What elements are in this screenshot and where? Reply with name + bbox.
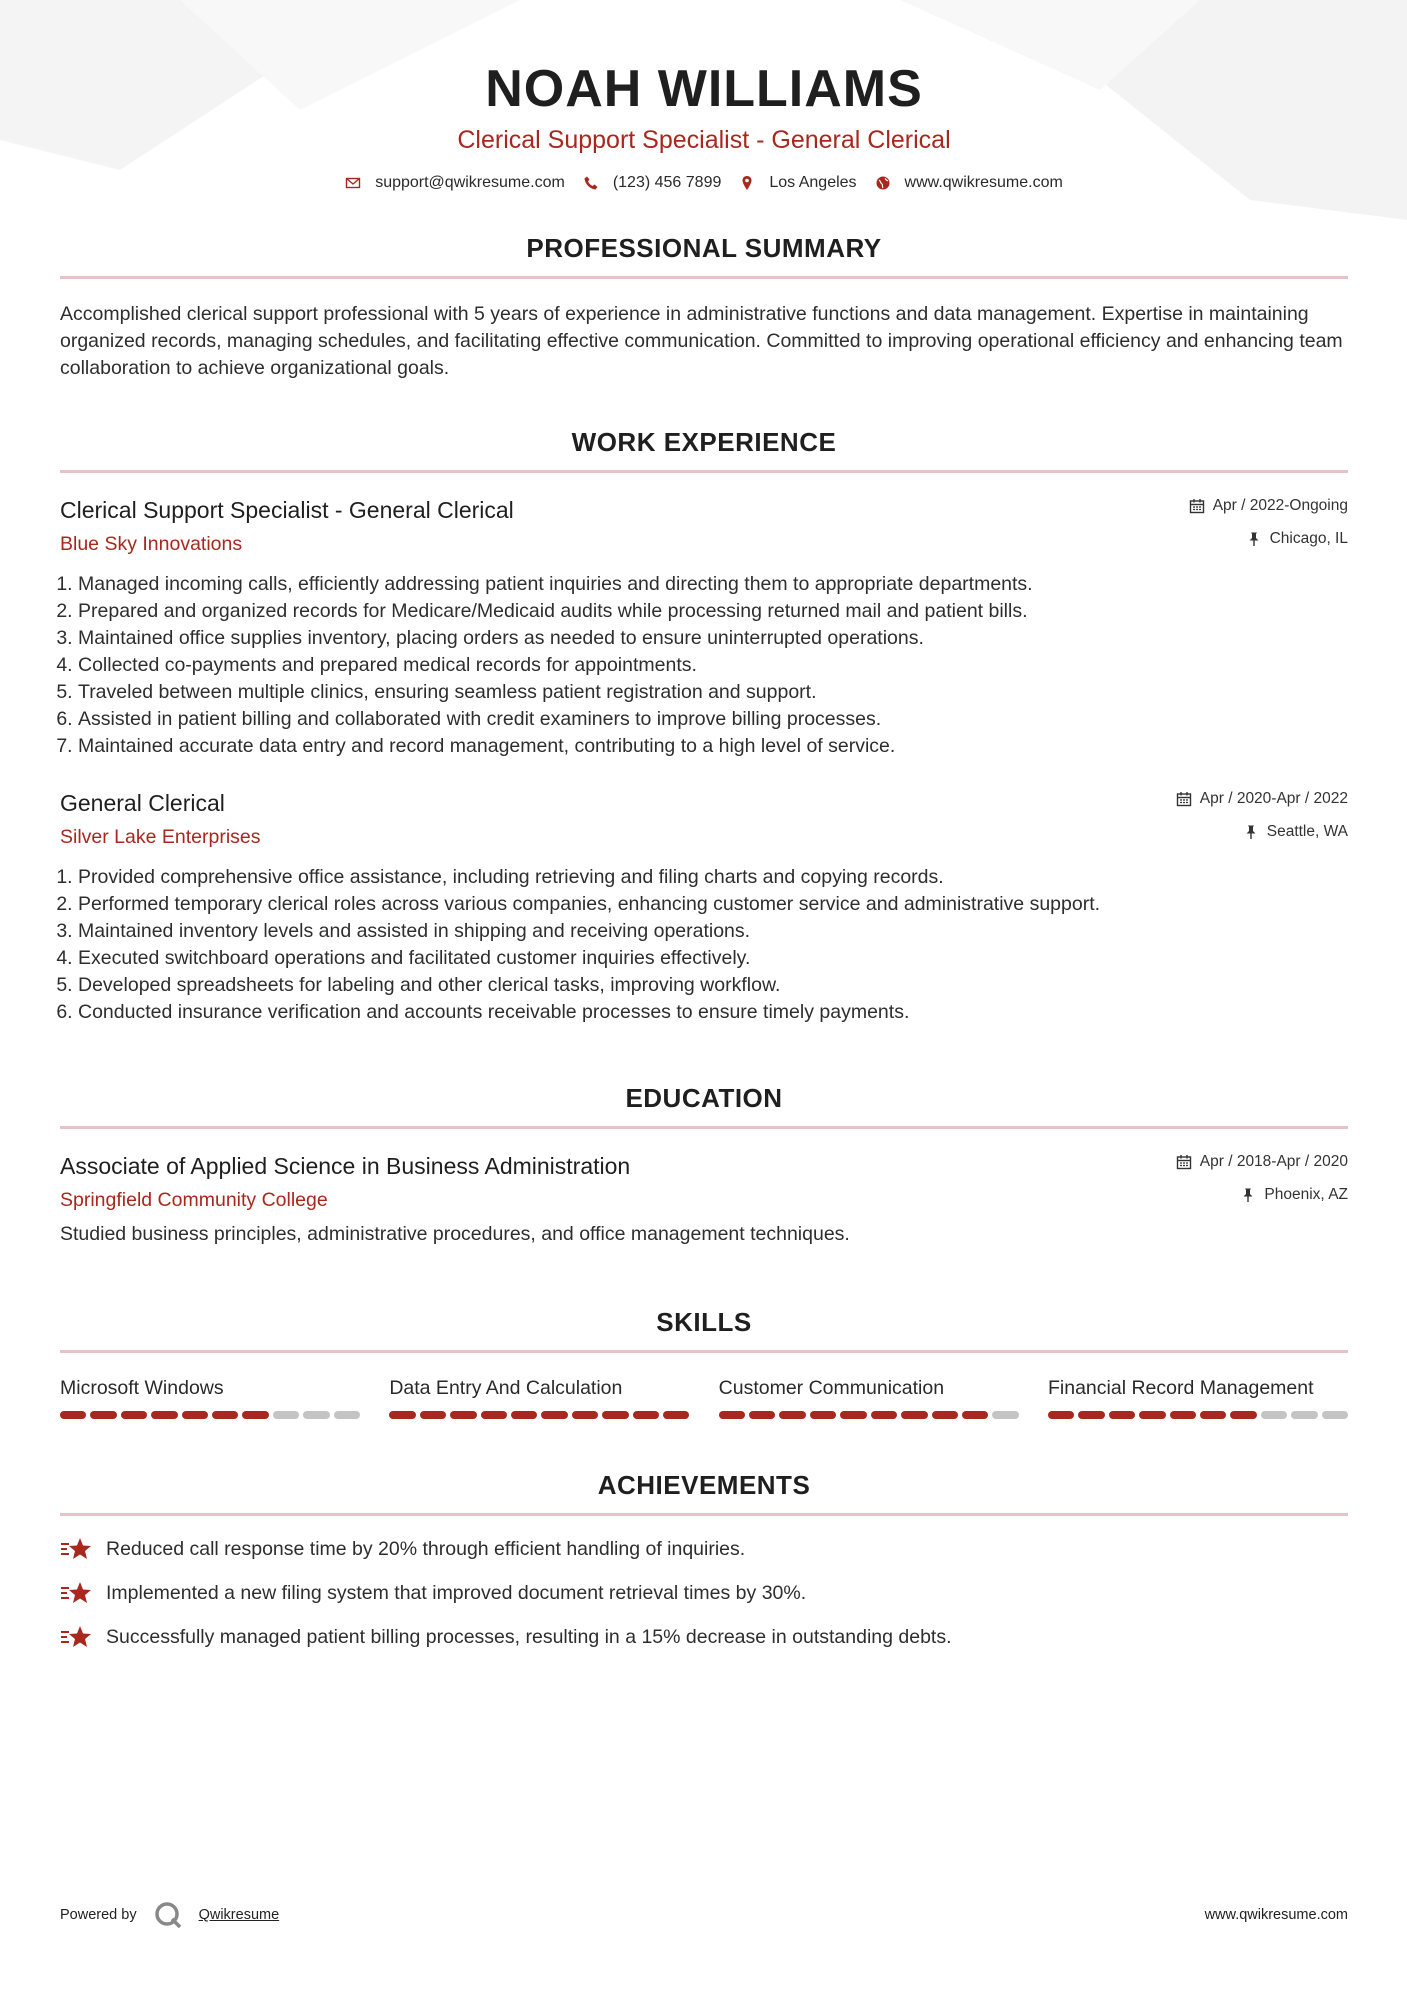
company-name: Silver Lake Enterprises (60, 826, 261, 848)
job-entry (60, 788, 1348, 1026)
summary-heading: PROFESSIONAL SUMMARY (526, 233, 882, 263)
job-dates-text: Apr / 2022-Ongoing (1212, 497, 1348, 514)
skill-segment-filled (719, 1411, 745, 1419)
achievements-section (60, 1469, 1348, 1650)
job-entry (60, 495, 1348, 760)
job-location (1176, 821, 1348, 843)
job-title: General Clerical (60, 790, 225, 816)
skill-segment-empty (1322, 1411, 1348, 1419)
experience-heading: WORK EXPERIENCE (571, 427, 837, 457)
achievement-item (60, 1536, 1348, 1562)
job-title: Clerical Support Specialist - General Clerical (60, 497, 514, 523)
trophy-star-icon (60, 1624, 92, 1650)
page-footer (60, 1900, 1348, 1930)
contact-website-text: www.qwikresume.com (904, 174, 1063, 191)
skill-segment-empty (1261, 1411, 1287, 1419)
skill-segment-empty (1291, 1411, 1317, 1419)
education-location (1176, 1184, 1348, 1206)
skill-segment-filled (182, 1411, 208, 1419)
skill-name: Financial Record Management (1047, 1377, 1314, 1399)
achievement-text: Successfully managed patient billing processes, resulting in a 15% decrease in outstanding debts. (106, 1626, 952, 1648)
job-duties (60, 864, 1348, 1026)
pushpin-icon (1240, 1187, 1256, 1203)
list-item: 4. Collected co-payments and prepared medical records for appointments. (78, 652, 1348, 679)
skills-section (60, 1306, 1348, 1419)
skill-segment-filled (121, 1411, 147, 1419)
skill-segment-filled (901, 1411, 927, 1419)
experience-section (60, 426, 1348, 1026)
envelope-icon (345, 175, 361, 191)
qwikresume-logo-icon (153, 1900, 183, 1930)
skill-segment-filled (420, 1411, 446, 1419)
calendar-icon (1176, 1154, 1192, 1170)
section-divider (60, 1513, 1348, 1516)
skill-segment-filled (90, 1411, 116, 1419)
pushpin-icon (1246, 531, 1262, 547)
skill-item (1048, 1375, 1348, 1419)
skill-segment-filled (389, 1411, 415, 1419)
job-location-text: Chicago, IL (1269, 530, 1348, 547)
section-divider (60, 276, 1348, 279)
skill-segment-filled (572, 1411, 598, 1419)
skill-segment-filled (1170, 1411, 1196, 1419)
skill-segment-filled (151, 1411, 177, 1419)
education-meta (1176, 1151, 1348, 1206)
skill-segment-filled (602, 1411, 628, 1419)
list-item: 5. Developed spreadsheets for labeling and other clerical tasks, improving workflow. (78, 972, 1348, 999)
achievement-text: Reduced call response time by 20% through efficient handling of inquiries. (106, 1538, 746, 1560)
trophy-star-icon (60, 1536, 92, 1562)
skill-segment-filled (1078, 1411, 1104, 1419)
footer-website[interactable]: www.qwikresume.com (1204, 1907, 1348, 1923)
school-name: Springfield Community College (60, 1189, 328, 1211)
achievement-item (60, 1580, 1348, 1606)
candidate-name: NOAH WILLIAMS (485, 60, 923, 118)
powered-by (60, 1900, 279, 1930)
contact-phone[interactable] (583, 174, 722, 192)
skill-segment-empty (273, 1411, 299, 1419)
skill-segment-filled (511, 1411, 537, 1419)
list-item: 3. Maintained office supplies inventory, placing orders as needed to ensure uninterrupted operations. (78, 625, 1348, 652)
skill-segment-filled (541, 1411, 567, 1419)
skill-segment-filled (1048, 1411, 1074, 1419)
skills-list (60, 1375, 1348, 1419)
education-section (60, 1082, 1348, 1248)
pushpin-icon (1243, 824, 1259, 840)
calendar-icon (1176, 791, 1192, 807)
skill-level-bar (719, 1411, 1019, 1419)
list-item: 4. Executed switchboard operations and facilitated customer inquiries effectively. (78, 945, 1348, 972)
skill-segment-filled (481, 1411, 507, 1419)
job-dates (1176, 788, 1348, 810)
summary-text: Accomplished clerical support professional with 5 years of experience in administrative functions and data management. Expertise in maintaining organized records, managing schedules, and facilitating effective communication. Committed to improving operational efficiency and enhancing team collaboration to achieve organizational goals. (60, 303, 1343, 379)
trophy-star-icon (60, 1580, 92, 1606)
list-item: 2. Prepared and organized records for Medicare/Medicaid audits while processing returned mail and patient bills. (78, 598, 1348, 625)
skill-segment-empty (992, 1411, 1018, 1419)
list-item: 1. Managed incoming calls, efficiently addressing patient inquiries and directing them to appropriate departments. (78, 571, 1348, 598)
degree-name: Associate of Applied Science in Business Administration (60, 1153, 631, 1179)
contact-email-text: support@qwikresume.com (375, 174, 565, 191)
company-name: Blue Sky Innovations (60, 533, 243, 555)
education-heading: EDUCATION (625, 1083, 783, 1113)
job-meta (1189, 495, 1348, 550)
education-dates (1176, 1151, 1348, 1173)
globe-icon (875, 175, 891, 191)
skill-segment-filled (779, 1411, 805, 1419)
skill-level-bar (389, 1411, 689, 1419)
skill-segment-filled (749, 1411, 775, 1419)
section-divider (60, 1126, 1348, 1129)
skill-segment-empty (303, 1411, 329, 1419)
skill-name: Data Entry And Calculation (389, 1377, 623, 1399)
education-entry (60, 1151, 1348, 1248)
skill-name: Customer Communication (718, 1377, 945, 1399)
skill-item (389, 1375, 689, 1419)
job-duties (60, 571, 1348, 760)
skill-segment-filled (871, 1411, 897, 1419)
job-location (1189, 528, 1348, 550)
contact-location-text: Los Angeles (769, 174, 857, 191)
contact-website[interactable] (875, 174, 1063, 192)
skill-level-bar (60, 1411, 360, 1419)
list-item: 2. Performed temporary clerical roles across various companies, enhancing customer service and administrative support. (78, 891, 1348, 918)
list-item: 6. Assisted in patient billing and collaborated with credit examiners to improve billing processes. (78, 706, 1348, 733)
job-dates (1189, 495, 1348, 517)
skill-segment-filled (932, 1411, 958, 1419)
list-item: 7. Maintained accurate data entry and record management, contributing to a high level of service. (78, 733, 1348, 760)
calendar-icon (1189, 498, 1205, 514)
section-divider (60, 1350, 1348, 1353)
brand-link[interactable]: Qwikresume (198, 1907, 280, 1923)
powered-by-label: Powered by (60, 1907, 137, 1923)
list-item: 5. Traveled between multiple clinics, ensuring seamless patient registration and support. (78, 679, 1348, 706)
contact-location (739, 174, 856, 192)
resume-header (60, 0, 1348, 192)
skill-segment-empty (334, 1411, 360, 1419)
section-divider (60, 470, 1348, 473)
candidate-title: Clerical Support Specialist - General Clerical (457, 126, 951, 154)
contact-phone-text: (123) 456 7899 (612, 174, 722, 191)
skill-segment-filled (450, 1411, 476, 1419)
job-location-text: Seattle, WA (1266, 823, 1348, 840)
skill-segment-filled (1109, 1411, 1135, 1419)
skill-item (60, 1375, 360, 1419)
skill-segment-filled (242, 1411, 268, 1419)
contact-email[interactable] (345, 174, 565, 192)
job-meta (1176, 788, 1348, 843)
achievements-heading: ACHIEVEMENTS (597, 1470, 811, 1500)
skill-segment-filled (1200, 1411, 1226, 1419)
skill-segment-filled (1139, 1411, 1165, 1419)
education-location-text: Phoenix, AZ (1264, 1186, 1348, 1203)
skill-segment-filled (962, 1411, 988, 1419)
summary-section (60, 232, 1348, 382)
skill-segment-filled (840, 1411, 866, 1419)
skill-segment-filled (1230, 1411, 1256, 1419)
education-dates-text: Apr / 2018-Apr / 2020 (1199, 1153, 1348, 1170)
education-description: Studied business principles, administrative procedures, and office management techniques. (60, 1223, 850, 1245)
achievement-text: Implemented a new filing system that improved document retrieval times by 30%. (106, 1582, 807, 1604)
skill-segment-filled (663, 1411, 689, 1419)
skill-segment-filled (60, 1411, 86, 1419)
skill-segment-filled (212, 1411, 238, 1419)
resume-page (60, 0, 1348, 1668)
skill-name: Microsoft Windows (60, 1377, 224, 1399)
achievements-list (60, 1536, 1348, 1650)
skill-segment-filled (810, 1411, 836, 1419)
skill-level-bar (1048, 1411, 1348, 1419)
skills-heading: SKILLS (656, 1307, 752, 1337)
skill-segment-filled (633, 1411, 659, 1419)
contact-bar (60, 174, 1348, 192)
job-dates-text: Apr / 2020-Apr / 2022 (1199, 790, 1348, 807)
phone-icon (583, 175, 599, 191)
list-item: 1. Provided comprehensive office assistance, including retrieving and filing charts and copying records. (78, 864, 1348, 891)
list-item: 6. Conducted insurance verification and accounts receivable processes to ensure timely payments. (78, 999, 1348, 1026)
list-item: 3. Maintained inventory levels and assisted in shipping and receiving operations. (78, 918, 1348, 945)
skill-item (719, 1375, 1019, 1419)
achievement-item (60, 1624, 1348, 1650)
map-pin-icon (739, 175, 755, 191)
